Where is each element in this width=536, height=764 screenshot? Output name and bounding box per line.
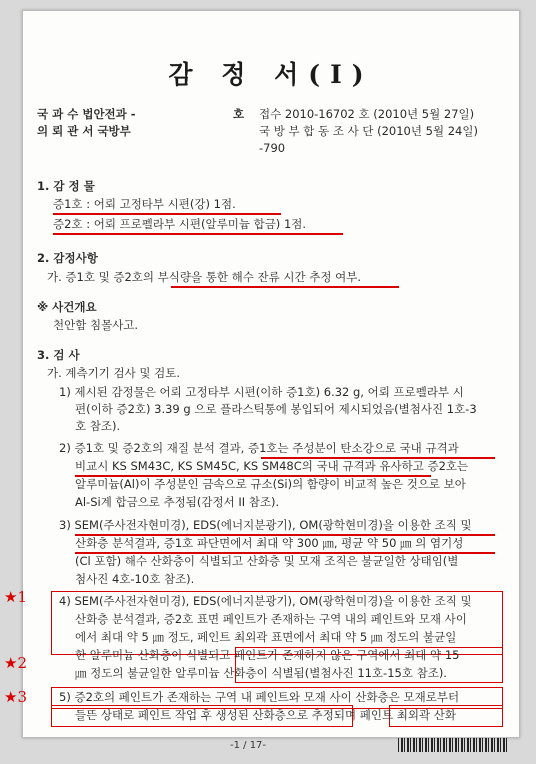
- p4-line: 한 알루미늄 산화층이 식별되고 페인트가 존재하지 않은 구역에서 최대 약 15: [75, 648, 460, 662]
- section-2-heading: 2. 감정사항: [37, 251, 98, 265]
- red-underline: [53, 233, 343, 235]
- section-1-item-2: 증2호 : 어뢰 프로펠라부 시편(알루미늄 합금) 1점.: [53, 217, 307, 231]
- section-3-sub: 가. 계측기기 검사 및 검토.: [47, 366, 181, 380]
- p2-line: 비교시 KS SM43C, KS SM45C, KS SM48C의 국내 규격과 유사하고 증2호는: [75, 459, 469, 473]
- case-summary-heading: ※ 사건개요: [37, 300, 97, 314]
- p1-line: 호 참조).: [75, 419, 121, 433]
- received-line-3: -790: [259, 141, 286, 155]
- document-page: [22, 10, 520, 738]
- p3-line: 첨사진 4호-10호 참조).: [75, 572, 195, 586]
- marker-star-3: ★3: [4, 688, 27, 706]
- marker-star-2: ★2: [4, 654, 27, 672]
- p2-line: 2) 증1호 및 증2호의 재질 분석 결과, 증1호는 주성분이 탄소강으로 국내 규격과: [59, 441, 459, 455]
- section-2-item: 가. 증1호 및 증2호의 부식량을 통한 해수 잔류 시간 추정 여부.: [47, 270, 362, 284]
- p3-line: 3) SEM(주사전자현미경), EDS(에너지분광기), OM(광학현미경)을 이용한 조직 및: [59, 518, 472, 532]
- document-title: 감 정 서(I): [168, 60, 374, 89]
- ho-label: 호: [233, 107, 245, 121]
- sender-label: 국 과 수 법안전과 -: [37, 107, 136, 121]
- p1-line: 편(이하 증2호) 3.39 g 으로 플라스틱통에 봉입되어 제시되었음(별첨사진 1호-3: [75, 402, 477, 416]
- p5-line: 들뜬 상태로 페인트 작업 후 생성된 산화층으로 추정되며 페인트 최외곽 산화: [75, 708, 456, 722]
- p2-line: Al-Si계 합금으로 추정됨(감정서 II 참조).: [75, 495, 280, 509]
- p3-line: (Cl 포함) 해수 산화층이 식별되고 산화층 및 모재 조직은 불균일한 상태임(별: [75, 554, 459, 568]
- red-underline: [171, 286, 399, 288]
- red-underline: [53, 213, 281, 215]
- p5-line: 5) 증2호의 페인트가 존재하는 구역 내 페인트와 모재 사이 산화층은 모재로부터: [59, 690, 460, 704]
- p4-line: ㎛ 정도의 불균일한 알루미늄 산화층이 식별됨(별첨사진 11호-15호 참조).: [75, 666, 447, 680]
- p4-line: 에서 최대 약 5 ㎛ 정도, 페인트 최외곽 표면에서 최대 약 5 ㎛ 정도의 불균일: [75, 630, 457, 644]
- p1-line: 1) 제시된 감정물은 어뢰 고정타부 시편(이하 증1호) 6.32 g, 어뢰 프로펠라부 시: [59, 385, 464, 399]
- p3-line: 산화층 분석결과, 증1호 파단면에서 최대 약 300 ㎛, 평균 약 50 ㎛ 의 염기성: [75, 536, 464, 550]
- marker-star-1: ★1: [4, 588, 27, 606]
- p2-line: 알루미늄(Al)이 주성분인 금속으로 규소(Si)의 함량이 비교적 높은 것으로 보아: [75, 477, 466, 491]
- receiver-label: 의 뢰 관 서 국방부: [37, 124, 131, 138]
- received-line-2: 국 방 부 합 동 조 사 단 (2010년 5월 24일): [259, 124, 478, 138]
- case-summary-item: 천안함 침몰사고.: [53, 318, 139, 332]
- page-number: -1 / 17-: [230, 740, 267, 751]
- barcode-icon: [398, 738, 508, 752]
- p4-line: 산화층 분석결과, 증2호 표면 페인트가 존재하는 구역 내의 페인트와 모재 사이: [75, 612, 467, 626]
- section-3-heading: 3. 검 사: [37, 348, 80, 362]
- section-1-heading: 1. 감 정 물: [37, 179, 95, 193]
- received-line-1: 접수 2010-16702 호 (2010년 5월 27일): [259, 107, 475, 121]
- p4-line: 4) SEM(주사전자현미경), EDS(에너지분광기), OM(광학현미경)을 이용한 조직 및: [59, 594, 472, 608]
- section-1-item-1: 증1호 : 어뢰 고정타부 시편(강) 1점.: [53, 197, 236, 211]
